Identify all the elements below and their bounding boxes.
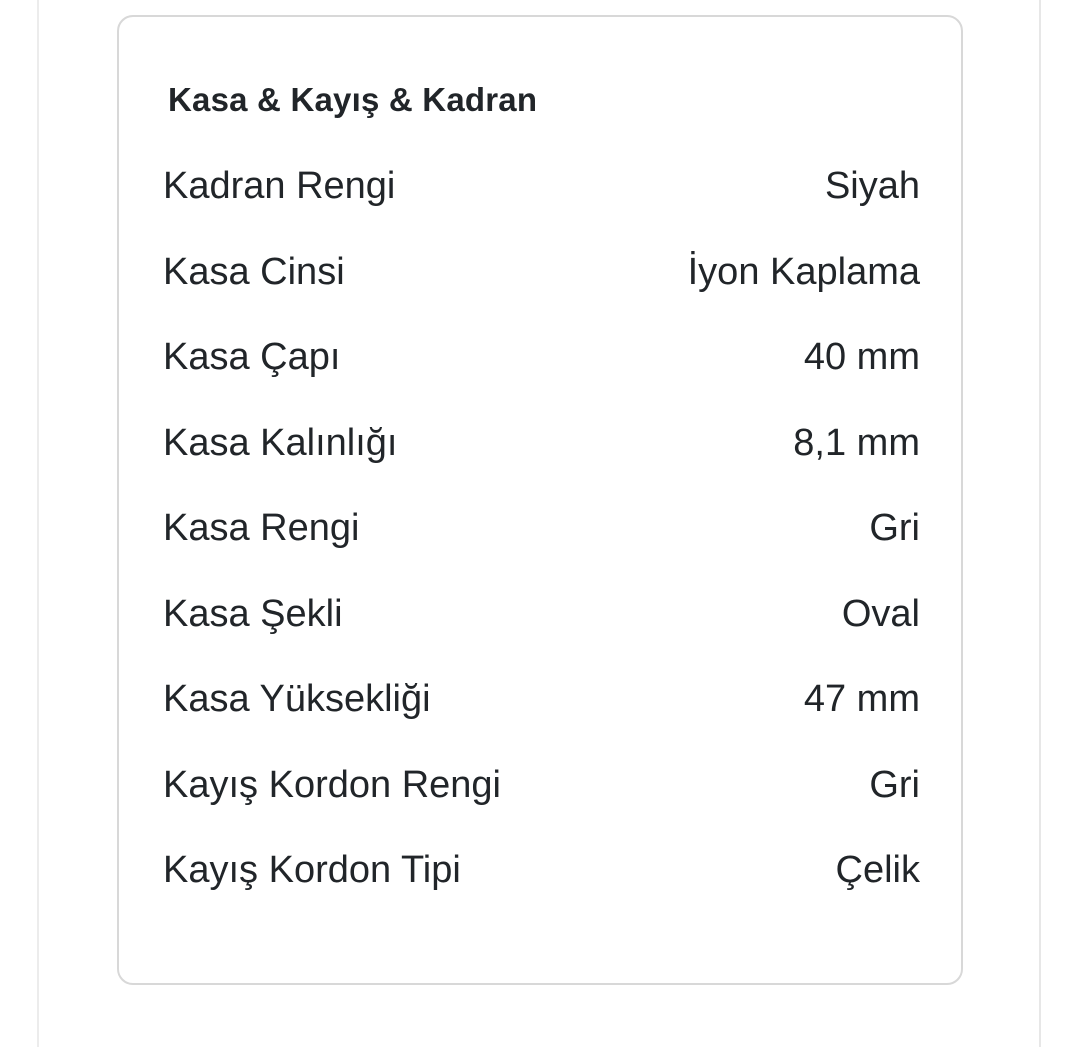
spec-row <box>163 743 920 829</box>
spec-label: Kasa Şekli <box>163 592 343 635</box>
spec-row <box>163 572 920 658</box>
product-specs-card <box>117 15 963 985</box>
spec-value: 8,1 mm <box>793 421 920 464</box>
spec-row <box>163 657 920 743</box>
spec-label: Kayış Kordon Tipi <box>163 849 461 892</box>
spec-row <box>163 486 920 572</box>
spec-value: Oval <box>841 592 920 635</box>
spec-value: Gri <box>869 507 920 550</box>
spec-value: Gri <box>869 763 920 806</box>
spec-label: Kasa Yüksekliği <box>163 678 431 721</box>
page-right-border <box>1039 0 1041 1047</box>
spec-row <box>163 144 920 230</box>
spec-value: 40 mm <box>803 336 920 379</box>
spec-label: Kasa Kalınlığı <box>163 421 398 464</box>
page-left-border <box>37 0 39 1047</box>
spec-label: Kayış Kordon Rengi <box>163 763 501 806</box>
spec-label: Kasa Rengi <box>163 507 360 550</box>
spec-value: 47 mm <box>803 678 920 721</box>
specs-section-title: Kasa & Kayış & Kadran <box>168 81 538 118</box>
spec-label: Kasa Cinsi <box>163 250 345 293</box>
spec-value: Siyah <box>824 165 920 208</box>
spec-label: Kasa Çapı <box>163 336 341 379</box>
spec-label: Kadran Rengi <box>163 165 396 208</box>
spec-row <box>163 828 920 914</box>
spec-value: İyon Kaplama <box>687 250 920 293</box>
spec-row <box>163 315 920 401</box>
specs-list <box>163 144 920 914</box>
spec-row <box>163 230 920 316</box>
spec-value: Çelik <box>835 849 920 892</box>
spec-row <box>163 401 920 487</box>
